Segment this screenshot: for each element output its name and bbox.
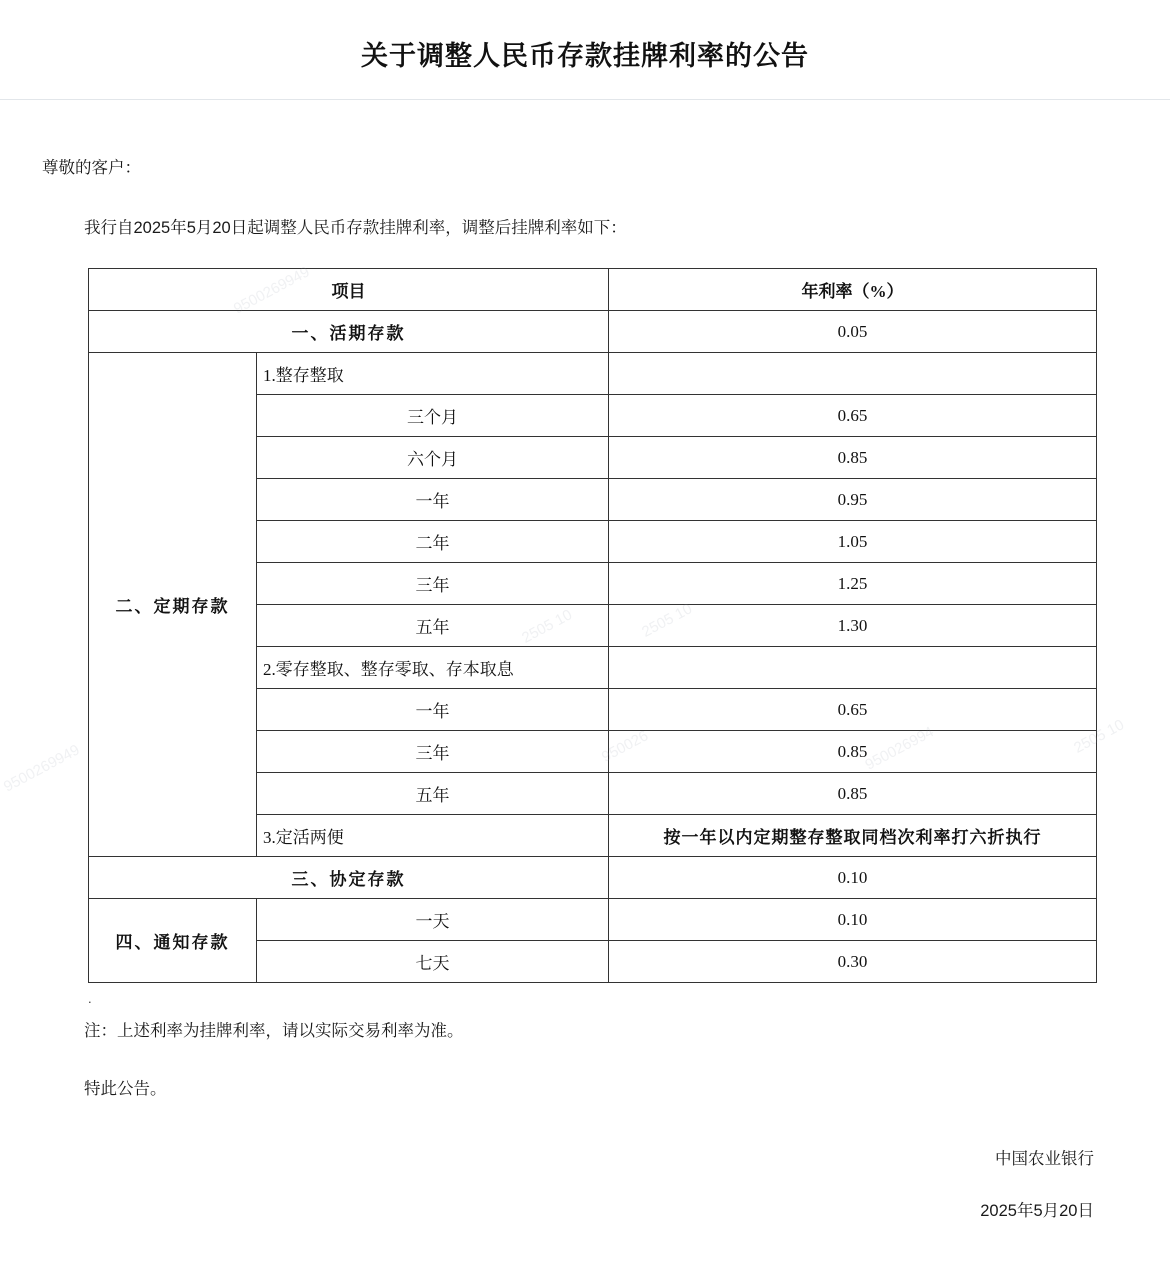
signature-date: 2025年5月20日 [980,1202,1094,1220]
row-rate: 0.95 [609,479,1097,521]
table-row [89,899,1097,941]
stray-dot-mark: . [88,991,92,1006]
row-subitem: 二年 [257,521,609,563]
column-header-rate: 年利率（%） [609,269,1097,311]
row-category: 三、协定存款 [89,857,609,899]
row-subitem: 一天 [257,899,609,941]
row-rate [609,647,1097,689]
row-rate: 0.10 [609,899,1097,941]
row-category: 一、活期存款 [89,311,609,353]
row-subitem: 三年 [257,563,609,605]
row-rate: 0.10 [609,857,1097,899]
row-subitem: 一年 [257,479,609,521]
salutation-text: 尊敬的客户： [42,159,141,177]
table-row [89,353,1097,395]
document-body [0,154,1170,1221]
row-rate: 1.25 [609,563,1097,605]
row-rate: 0.65 [609,395,1097,437]
row-subitem: 三年 [257,731,609,773]
intro-paragraph: 我行自2025年5月20日起调整人民币存款挂牌利率，调整后挂牌利率如下： [84,219,627,237]
signature-organization: 中国农业银行 [995,1150,1094,1168]
watermark-text: 9500269949 [230,263,313,318]
row-subitem: 三个月 [257,395,609,437]
closing-text: 特此公告。 [84,1080,167,1098]
table-row [89,857,1097,899]
row-subitem: 七天 [257,941,609,983]
row-rate: 0.05 [609,311,1097,353]
row-subitem: 六个月 [257,437,609,479]
row-rate: 1.30 [609,605,1097,647]
row-rate [609,353,1097,395]
watermark-text: 2505 10 [639,600,696,641]
table-row [89,311,1097,353]
column-header-item: 项目 [89,269,609,311]
row-rate: 0.65 [609,689,1097,731]
row-subitem: 一年 [257,689,609,731]
row-subitem: 五年 [257,773,609,815]
row-subitem: 3.定活两便 [257,815,609,857]
row-rate: 0.85 [609,731,1097,773]
row-rate: 0.85 [609,773,1097,815]
watermark-text: 950026994 [862,723,937,774]
row-subitem: 五年 [257,605,609,647]
row-category: 四、通知存款 [89,899,257,983]
watermark-text: 2505 10 [1071,716,1128,757]
note-text: 注：上述利率为挂牌利率，请以实际交易利率为准。 [84,1022,464,1040]
watermark-text: 2505 10 [519,606,576,647]
row-rate: 按一年以内定期整存整取同档次利率打六折执行 [609,815,1097,857]
row-rate: 0.85 [609,437,1097,479]
row-category: 二、定期存款 [89,353,257,857]
watermark-text: 9500269949 [0,741,83,796]
table-header-row [89,269,1097,311]
row-subitem: 1.整存整取 [257,353,609,395]
row-subitem: 2.零存整取、整存零取、存本取息 [257,647,609,689]
watermark-text: 950026 [598,727,652,766]
row-rate: 0.30 [609,941,1097,983]
page-title: 关于调整人民币存款挂牌利率的公告 [361,41,809,71]
row-rate: 1.05 [609,521,1097,563]
title-bar [0,0,1170,100]
deposit-rate-table [88,268,1097,983]
